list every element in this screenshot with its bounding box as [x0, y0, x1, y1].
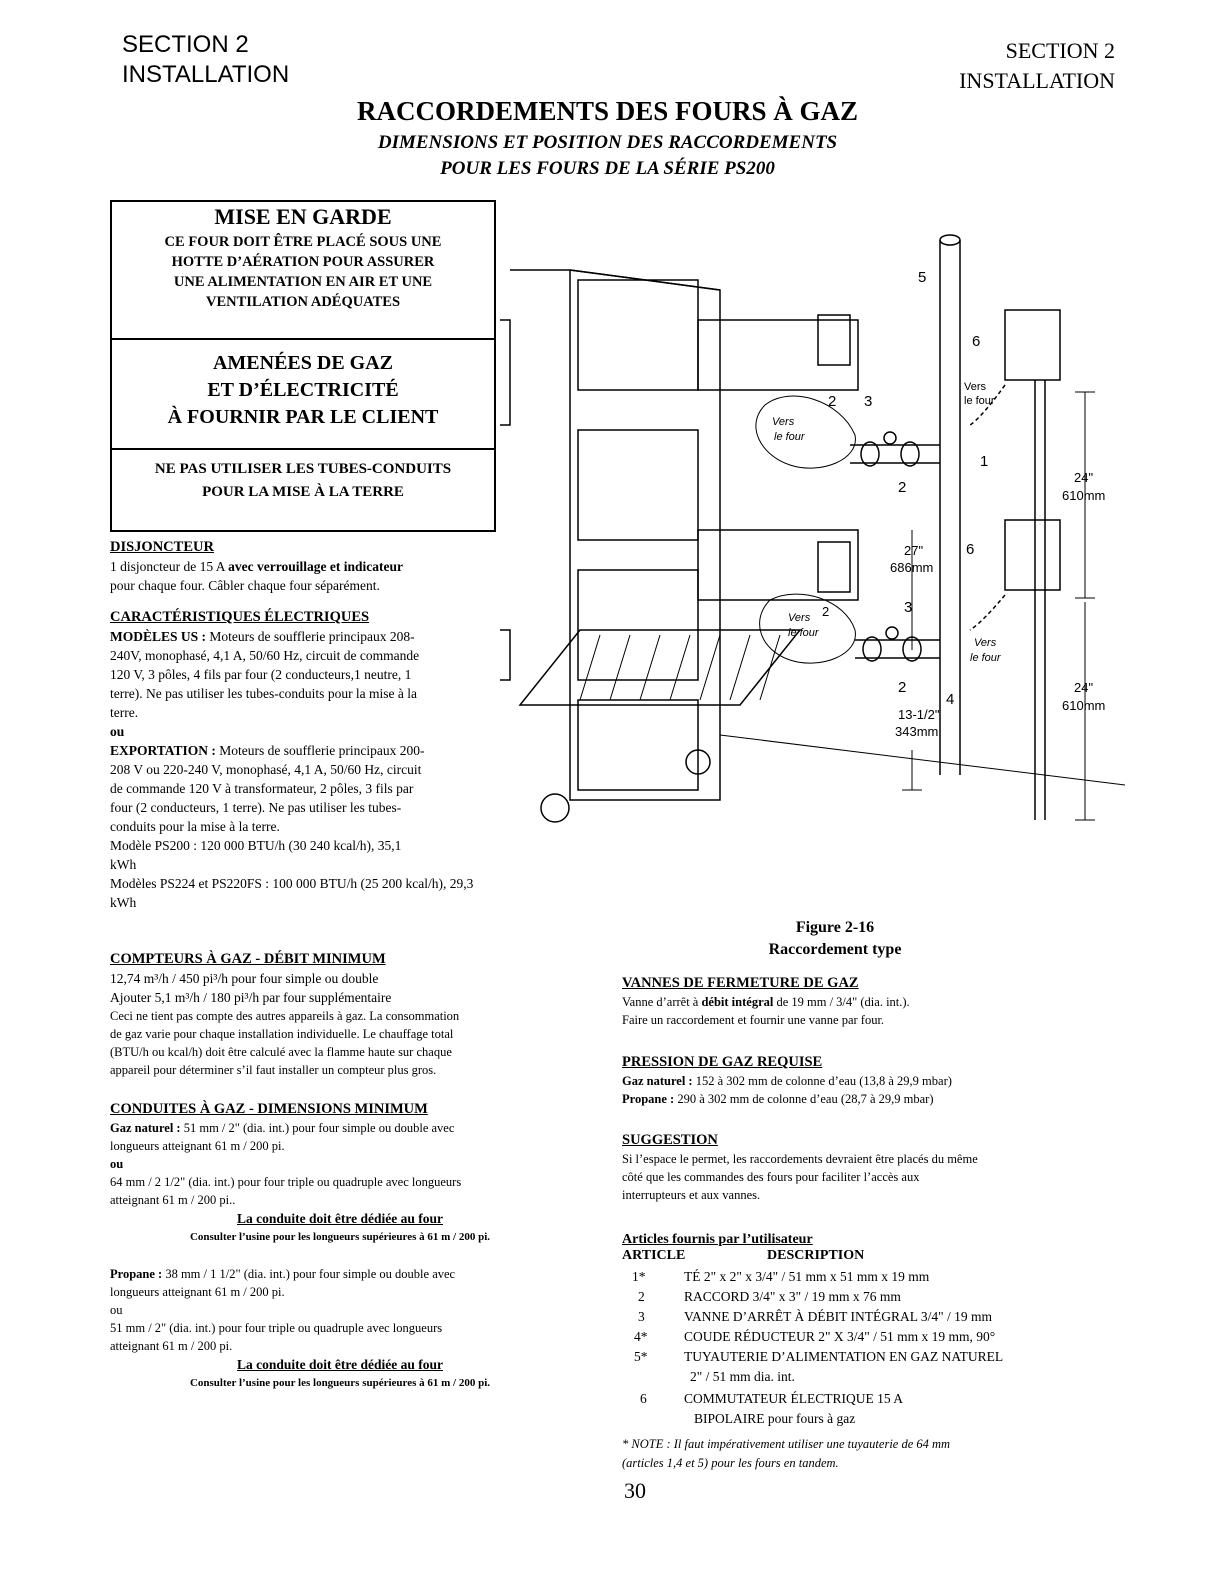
- figure-caption: [620, 917, 1050, 961]
- us-line: 240V, monophasé, 4,1 A, 50/60 Hz, circuit de commande: [110, 648, 420, 663]
- vannes-text: de 19 mm / 3/4" (dia. int.).: [773, 995, 910, 1009]
- caster-wheel: [541, 794, 569, 822]
- prop-line: 38 mm / 1 1/2" (dia. int.) pour four simple ou double avec: [162, 1267, 456, 1281]
- figure-title: Raccordement type: [768, 941, 902, 958]
- pression-nat-value: 152 à 302 mm de colonne d’eau (13,8 à 29,9 mbar): [692, 1074, 952, 1088]
- vers-label: Vers: [772, 416, 795, 428]
- page-title: RACCORDEMENTS DES FOURS À GAZ: [356, 96, 859, 126]
- spacer: [110, 1247, 590, 1265]
- suggestion-line: interrupteurs et aux vannes.: [622, 1188, 761, 1202]
- compteurs-heading: COMPTEURS À GAZ - DÉBIT MINIMUM: [110, 951, 386, 967]
- article-num: 1*: [632, 1269, 646, 1284]
- label-3: 3: [864, 393, 873, 410]
- articles-section: [622, 1232, 1102, 1473]
- conduites-heading: CONDUITES À GAZ - DIMENSIONS MINIMUM: [110, 1101, 428, 1117]
- middle-oven-door: [578, 430, 698, 540]
- nat-line: 51 mm / 2" (dia. int.) pour four simple ou double avec: [180, 1121, 455, 1135]
- vannes-section: [622, 974, 1102, 1029]
- articles-heading: Articles fournis par l’utilisateur: [622, 1232, 813, 1247]
- compteurs-line: appareil pour déterminer s’il faut installer un compteur plus gros.: [110, 1063, 437, 1077]
- export-line: de commande 120 V à transformateur, 2 pôles, 3 fils par: [110, 781, 414, 796]
- pression-section: [622, 1053, 1102, 1108]
- us-line: Moteurs de soufflerie principaux 208-: [206, 629, 415, 644]
- vers-label: Vers: [788, 612, 811, 624]
- dim-27-in: 27": [904, 543, 924, 558]
- vers-label: Vers: [974, 637, 997, 649]
- supply-notice: [112, 350, 494, 431]
- vannes-heading: VANNES DE FERMETURE DE GAZ: [622, 975, 859, 991]
- warning-text: [112, 232, 494, 312]
- article-num: 2: [638, 1289, 645, 1304]
- disjoncteur-text: 1 disjoncteur de 15 A: [110, 559, 229, 574]
- ou-text: ou: [110, 1157, 124, 1171]
- model-line: Modèles PS224 et PS220FS : 100 000 BTU/h (25 200 kcal/h), 29,3: [110, 876, 474, 891]
- electrique-section: [110, 608, 510, 912]
- article-desc: TUYAUTERIE D’ALIMENTATION EN GAZ NATUREL: [684, 1349, 1004, 1364]
- dedicated-note: La conduite doit être dédiée au four: [237, 1211, 443, 1226]
- nat-alt-line: 64 mm / 2 1/2" (dia. int.) pour four triple ou quadruple avec longueurs: [110, 1175, 462, 1189]
- le-four-label: le four: [970, 652, 1001, 664]
- dim-610-mm: 610mm: [1062, 488, 1106, 503]
- dim-686-mm: 686mm: [890, 560, 934, 575]
- warning-line: CE FOUR DOIT ÊTRE PLACÉ SOUS UNE: [164, 234, 442, 250]
- vannes-bold: débit intégral: [701, 995, 774, 1009]
- valve-handle: [886, 627, 898, 639]
- disjoncteur-section: [110, 538, 510, 595]
- pression-heading: PRESSION DE GAZ REQUISE: [622, 1054, 823, 1070]
- article-num: 3: [638, 1309, 645, 1324]
- warning-line: UNE ALIMENTATION EN AIR ET UNE: [173, 274, 433, 290]
- disjoncteur-bold: avec verrouillage et indicateur: [228, 559, 403, 574]
- conduit-line: POUR LA MISE À LA TERRE: [202, 484, 404, 500]
- us-line: terre). Ne pas utiliser les tubes-conduits pour la mise à la: [110, 686, 418, 701]
- article-desc-cont: BIPOLAIRE pour fours à gaz: [694, 1411, 856, 1426]
- electrique-heading: CARACTÉRISTIQUES ÉLECTRIQUES: [110, 609, 370, 625]
- model-line: kWh: [110, 895, 137, 910]
- compteurs-line: Ceci ne tient pas compte des autres appareils à gaz. La consommation: [110, 1009, 460, 1023]
- vannes-text: Vanne d’arrêt à: [622, 995, 702, 1009]
- warning-title: MISE EN GARDE: [214, 204, 392, 229]
- label-1: 1: [980, 453, 989, 470]
- export-line: four (2 conducteurs, 1 terre). Ne pas utiliser les tubes-: [110, 800, 402, 815]
- article-desc: RACCORD 3/4" x 3" / 19 mm x 76 mm: [684, 1289, 901, 1304]
- disjoncteur-heading: DISJONCTEUR: [110, 539, 214, 555]
- prop-label: Propane :: [110, 1267, 163, 1281]
- connection-figure: [500, 230, 1125, 840]
- label-5: 5: [918, 269, 927, 286]
- suggestion-section: [622, 1131, 1102, 1204]
- vannes-text-2: Faire un raccordement et fournir une vanne par four.: [622, 1013, 885, 1027]
- article-desc: VANNE D’ARRÊT À DÉBIT INTÉGRAL 3/4" / 19 mm: [684, 1309, 993, 1324]
- le-four-label: le four: [964, 395, 995, 407]
- articles-list: [622, 1267, 1102, 1447]
- label-6: 6: [966, 541, 975, 558]
- upper-disconnect-switch: [1005, 310, 1060, 380]
- label-2: 2: [828, 393, 837, 410]
- nat-alt-line: atteignant 61 m / 200 pi..: [110, 1193, 236, 1207]
- model-line: kWh: [110, 857, 137, 872]
- pression-prop-value: 290 à 302 mm de colonne d’eau (28,7 à 29,9 mbar): [674, 1092, 934, 1106]
- dim-343-mm: 343mm: [895, 724, 939, 739]
- note-line: (articles 1,4 et 5) pour les fours en tandem.: [622, 1456, 839, 1470]
- vers-label: Vers: [964, 381, 987, 393]
- articles-header-row: [622, 1248, 1102, 1267]
- figure-number: Figure 2-16: [795, 919, 875, 936]
- col-article: ARTICLE: [622, 1248, 686, 1263]
- lower-oven-door: [578, 570, 698, 680]
- suggestion-heading: SUGGESTION: [622, 1132, 718, 1148]
- col-description: DESCRIPTION: [767, 1248, 865, 1263]
- header-left-section: SECTION 2: [122, 31, 249, 58]
- header-right: [959, 36, 1115, 96]
- label-3: 3: [904, 599, 913, 616]
- export-label: EXPORTATION :: [110, 743, 216, 758]
- conduit-notice: [112, 458, 494, 504]
- dim-13-5-in: 13-1/2": [898, 707, 940, 722]
- prop-alt-line: atteignant 61 m / 200 pi.: [110, 1339, 233, 1353]
- ou-text: ou: [110, 724, 125, 739]
- label-6: 6: [972, 333, 981, 350]
- header-right-installation: INSTALLATION: [959, 68, 1115, 93]
- warning-divider: [112, 448, 494, 450]
- supply-line: À FOURNIR PAR LE CLIENT: [167, 406, 439, 428]
- label-4: 4: [946, 691, 955, 708]
- supply-line: ET D’ÉLECTRICITÉ: [207, 379, 399, 401]
- article-num: 6: [640, 1391, 647, 1406]
- article-desc: COUDE RÉDUCTEUR 2" X 3/4" / 51 mm x 19 mm, 90°: [684, 1329, 996, 1344]
- page-subtitle-2: POUR LES FOURS DE LA SÉRIE PS200: [440, 158, 775, 179]
- dedicated-note: La conduite doit être dédiée au four: [237, 1357, 443, 1372]
- us-line: 120 V, 3 pôles, 4 fils par four (2 conducteurs,1 neutre, 1: [110, 667, 412, 682]
- header-left-installation: INSTALLATION: [122, 61, 290, 88]
- nat-line: longueurs atteignant 61 m / 200 pi.: [110, 1139, 285, 1153]
- model-line: Modèle PS200 : 120 000 BTU/h (30 240 kcal/h), 35,1: [110, 838, 402, 853]
- suggestion-line: côté que les commandes des fours pour faciliter l’accès aux: [622, 1170, 920, 1184]
- compteurs-section: [110, 950, 590, 1079]
- warning-box: [110, 200, 496, 532]
- lower-control-panel: [698, 530, 858, 600]
- warning-line: VENTILATION ADÉQUATES: [205, 294, 401, 310]
- header-left: [122, 30, 289, 90]
- article-desc: TÉ 2" x 2" x 3/4" / 51 mm x 51 mm x 19 mm: [684, 1269, 930, 1284]
- export-line: 208 V ou 220-240 V, monophasé, 4,1 A, 50/60 Hz, circuit: [110, 762, 422, 777]
- compteurs-line: (BTU/h ou kcal/h) doit être calculé avec la flamme haute sur chaque: [110, 1045, 452, 1059]
- us-line: terre.: [110, 705, 139, 720]
- oven-outline: [510, 270, 720, 800]
- article-desc-cont: 2" / 51 mm dia. int.: [690, 1369, 795, 1384]
- label-2: 2: [822, 604, 830, 619]
- conduit-line: NE PAS UTILISER LES TUBES-CONDUITS: [154, 461, 452, 477]
- export-line: Moteurs de soufflerie principaux 200-: [215, 743, 425, 758]
- base-cabinet: [578, 700, 698, 790]
- compteurs-line: Ajouter 5,1 m³/h / 180 pi³/h par four supplémentaire: [110, 990, 392, 1005]
- consult-note: Consulter l’usine pour les longueurs supérieures à 61 m / 200 pi.: [189, 1377, 491, 1389]
- article-num: 5*: [634, 1349, 648, 1364]
- conduites-section: [110, 1100, 590, 1393]
- ou-text: ou: [110, 1303, 123, 1317]
- label-2: 2: [898, 479, 907, 496]
- pression-prop-label: Propane :: [622, 1092, 675, 1106]
- supply-line: AMENÉES DE GAZ: [212, 352, 394, 374]
- header-right-section: SECTION 2: [1005, 38, 1115, 63]
- note-line: * NOTE : Il faut impérativement utiliser une tuyauterie de 64 mm: [622, 1437, 951, 1451]
- valve-handle: [884, 432, 896, 444]
- warning-line: HOTTE D’AÉRATION POUR ASSURER: [171, 254, 435, 270]
- suggestion-line: Si l’espace le permet, les raccordements devraient être placés du même: [622, 1152, 978, 1166]
- disjoncteur-text-2: pour chaque four. Câbler chaque four séparément.: [110, 578, 380, 593]
- consult-note: Consulter l’usine pour les longueurs supérieures à 61 m / 200 pi.: [189, 1231, 491, 1243]
- le-four-label: le four: [788, 627, 819, 639]
- conveyor-belt: [520, 630, 800, 705]
- nat-label: Gaz naturel :: [110, 1121, 181, 1135]
- prop-line: longueurs atteignant 61 m / 200 pi.: [110, 1285, 285, 1299]
- label-2: 2: [898, 679, 907, 696]
- pression-nat-label: Gaz naturel :: [622, 1074, 693, 1088]
- compteurs-line: 12,74 m³/h / 450 pi³/h pour four simple ou double: [110, 971, 379, 986]
- export-line: conduits pour la mise à la terre.: [110, 819, 280, 834]
- le-four-label: le four: [774, 431, 805, 443]
- dim-24-in: 24": [1074, 680, 1094, 695]
- upper-control-panel: [698, 320, 858, 390]
- lower-disconnect-switch: [1005, 520, 1060, 590]
- upper-oven-door: [578, 280, 698, 390]
- article-num: 4*: [634, 1329, 648, 1344]
- prop-alt-line: 51 mm / 2" (dia. int.) pour four triple ou quadruple avec longueurs: [110, 1321, 443, 1335]
- article-desc: COMMUTATEUR ÉLECTRIQUE 15 A: [684, 1391, 904, 1406]
- electrical-conduit: [1035, 380, 1045, 820]
- lower-controller: [818, 542, 850, 592]
- us-label: MODÈLES US :: [110, 629, 207, 644]
- page-subtitle-1: DIMENSIONS ET POSITION DES RACCORDEMENTS: [377, 132, 838, 153]
- compteurs-line: de gaz varie pour chaque installation individuelle. Le chauffage total: [110, 1027, 454, 1041]
- upper-controller: [818, 315, 850, 365]
- warning-divider: [112, 338, 494, 340]
- page-number: 30: [624, 1478, 646, 1503]
- dim-610-mm: 610mm: [1062, 698, 1106, 713]
- dim-24-in: 24": [1074, 470, 1094, 485]
